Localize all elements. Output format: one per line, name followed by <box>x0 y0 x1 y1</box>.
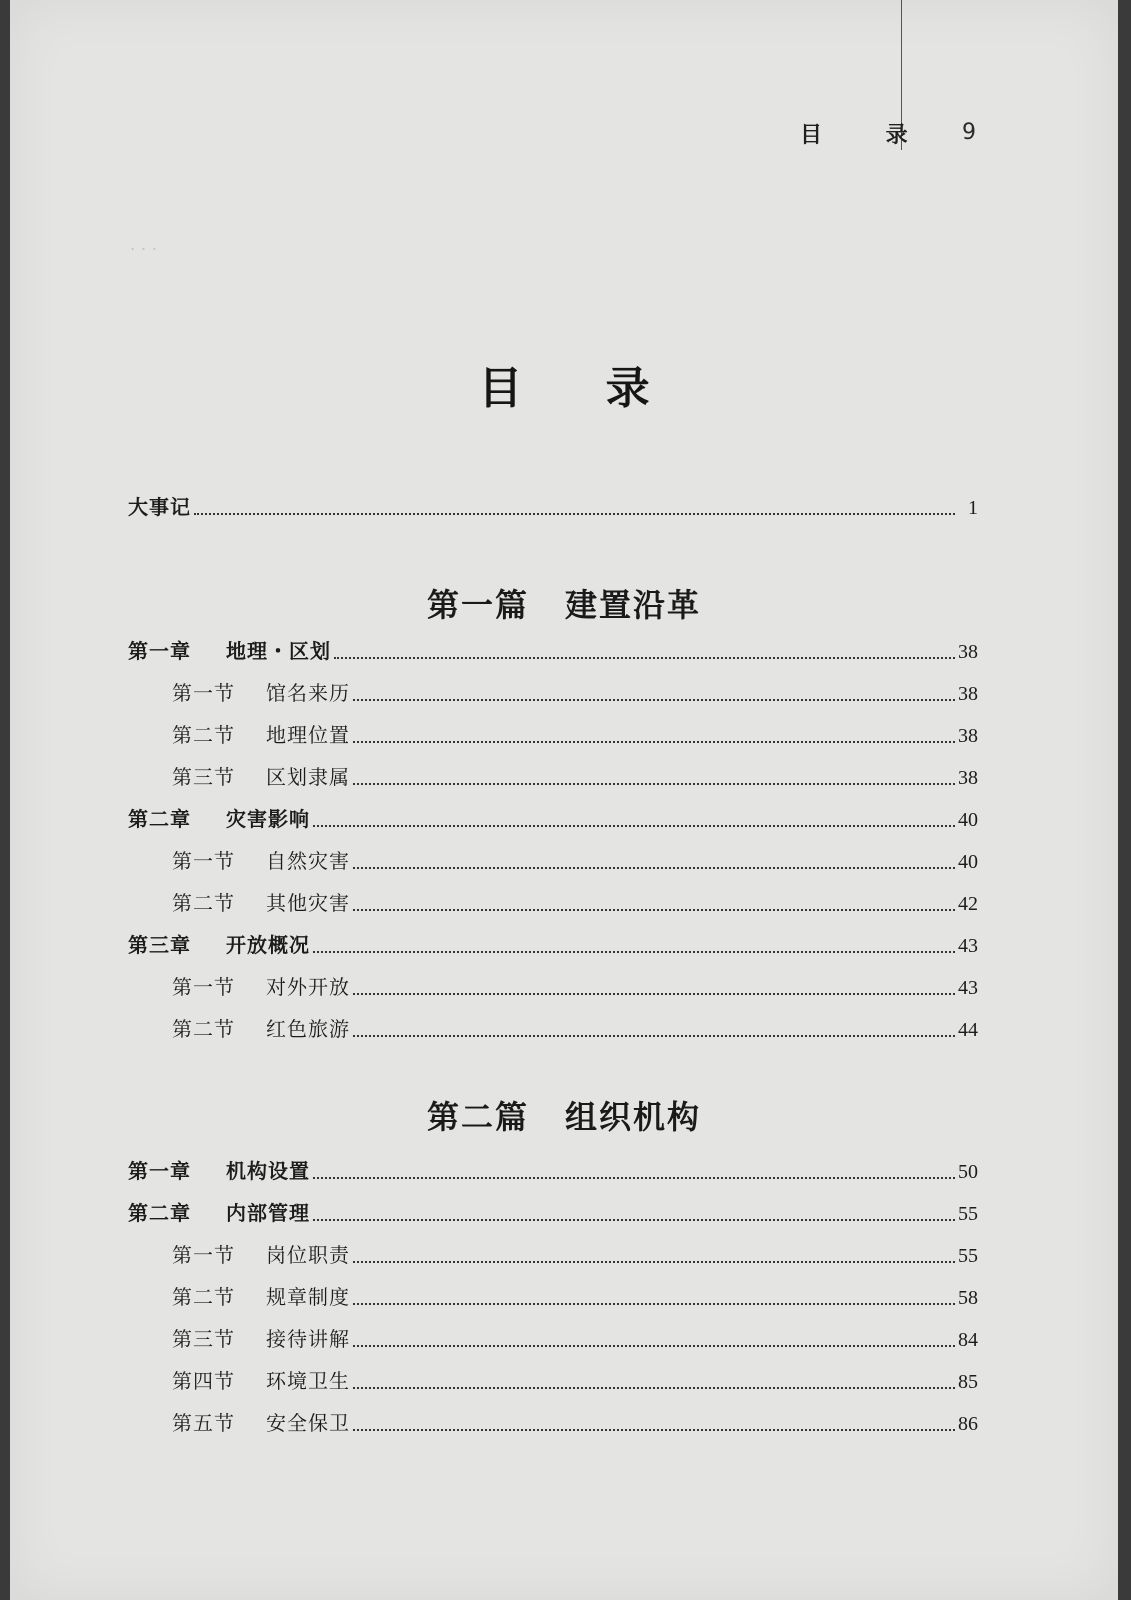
leader-dots <box>353 1428 955 1431</box>
section-page: 40 <box>958 851 978 873</box>
chapter-page: 40 <box>958 809 978 831</box>
section-number: 第二节 <box>172 891 235 915</box>
section-page: 85 <box>958 1371 978 1393</box>
toc-section[interactable] <box>172 1408 978 1436</box>
section-page: 86 <box>958 1413 978 1435</box>
chapter-title: 内部管理 <box>226 1201 310 1225</box>
section-title: 自然灾害 <box>266 849 350 873</box>
section-title: 对外开放 <box>266 975 350 999</box>
leader-dots <box>353 1344 955 1347</box>
leader-dots <box>353 1260 955 1263</box>
leader-dots <box>353 908 955 911</box>
section-number: 第三节 <box>172 765 235 789</box>
toc-section[interactable] <box>172 1240 978 1268</box>
leader-dots <box>313 824 955 827</box>
leader-dots <box>353 866 955 869</box>
part-title: 建置沿革 <box>565 586 702 624</box>
toc-section[interactable] <box>172 1014 978 1042</box>
leader-dots <box>353 782 955 785</box>
running-head-title: 目 录 <box>800 123 936 148</box>
section-page: 38 <box>958 683 978 705</box>
leader-dots <box>353 1034 955 1037</box>
toc-section[interactable] <box>172 1282 978 1310</box>
section-number: 第二节 <box>172 723 235 747</box>
toc-chapter[interactable] <box>128 1198 978 1226</box>
section-page: 38 <box>958 725 978 747</box>
part-heading-1 <box>10 580 1118 626</box>
section-title: 馆名来历 <box>266 681 350 705</box>
show-through-decoration: · · · <box>130 240 158 260</box>
toc-section[interactable] <box>172 720 978 748</box>
section-title: 接待讲解 <box>266 1327 350 1351</box>
section-title: 环境卫生 <box>266 1369 350 1393</box>
chapter-title: 灾害影响 <box>226 807 310 831</box>
chapter-number: 第二章 <box>128 1201 191 1225</box>
chapter-page: 55 <box>958 1203 978 1225</box>
section-number: 第一节 <box>172 681 235 705</box>
part-heading-2 <box>10 1092 1118 1138</box>
toc-chapter[interactable] <box>128 804 978 832</box>
leader-dots <box>194 512 955 515</box>
section-number: 第五节 <box>172 1411 235 1435</box>
section-title: 岗位职责 <box>266 1243 350 1267</box>
part-title: 组织机构 <box>565 1098 702 1136</box>
running-head <box>10 118 1118 158</box>
page-number: 9 <box>962 120 976 145</box>
leader-dots <box>313 1218 955 1221</box>
part-number: 第一篇 <box>426 586 529 624</box>
section-title: 地理位置 <box>266 723 350 747</box>
chapter-title: 地理・区划 <box>226 639 331 663</box>
section-page: 84 <box>958 1329 978 1351</box>
section-number: 第四节 <box>172 1369 235 1393</box>
toc-section[interactable] <box>172 1324 978 1352</box>
section-number: 第一节 <box>172 1243 235 1267</box>
leader-dots <box>313 1176 955 1179</box>
toc-entry-label: 大事记 <box>128 495 191 519</box>
toc-entry-page: 1 <box>968 497 978 519</box>
toc-chapter[interactable] <box>128 930 978 958</box>
chapter-number: 第一章 <box>128 1159 191 1183</box>
leader-dots <box>353 992 955 995</box>
toc-entry-dashiji[interactable] <box>128 492 978 520</box>
chapter-number: 第二章 <box>128 807 191 831</box>
chapter-page: 38 <box>958 641 978 663</box>
chapter-title: 机构设置 <box>226 1159 310 1183</box>
leader-dots <box>353 698 955 701</box>
chapter-page: 50 <box>958 1161 978 1183</box>
chapter-number: 第三章 <box>128 933 191 957</box>
leader-dots <box>353 1302 955 1305</box>
section-page: 38 <box>958 767 978 789</box>
section-number: 第一节 <box>172 849 235 873</box>
section-title: 其他灾害 <box>266 891 350 915</box>
toc-section[interactable] <box>172 1366 978 1394</box>
leader-dots <box>313 950 955 953</box>
document-page <box>10 0 1118 1600</box>
section-title: 规章制度 <box>266 1285 350 1309</box>
toc-title: 目 录 <box>478 363 684 414</box>
toc-section[interactable] <box>172 888 978 916</box>
toc-section[interactable] <box>172 972 978 1000</box>
toc-chapter[interactable] <box>128 1156 978 1184</box>
section-page: 42 <box>958 893 978 915</box>
section-title: 安全保卫 <box>266 1411 350 1435</box>
toc-section[interactable] <box>172 846 978 874</box>
toc-section[interactable] <box>172 678 978 706</box>
section-title: 区划隶属 <box>266 765 350 789</box>
section-number: 第二节 <box>172 1285 235 1309</box>
chapter-title: 开放概况 <box>226 933 310 957</box>
chapter-number: 第一章 <box>128 639 191 663</box>
section-page: 58 <box>958 1287 978 1309</box>
section-number: 第一节 <box>172 975 235 999</box>
leader-dots <box>334 656 955 659</box>
section-title: 红色旅游 <box>266 1017 350 1041</box>
toc-chapter[interactable] <box>128 636 978 664</box>
part-number: 第二篇 <box>426 1098 529 1136</box>
section-number: 第二节 <box>172 1017 235 1041</box>
section-number: 第三节 <box>172 1327 235 1351</box>
leader-dots <box>353 740 955 743</box>
section-page: 43 <box>958 977 978 999</box>
toc-section[interactable] <box>172 762 978 790</box>
leader-dots <box>353 1386 955 1389</box>
chapter-page: 43 <box>958 935 978 957</box>
section-page: 55 <box>958 1245 978 1267</box>
section-page: 44 <box>958 1019 978 1041</box>
